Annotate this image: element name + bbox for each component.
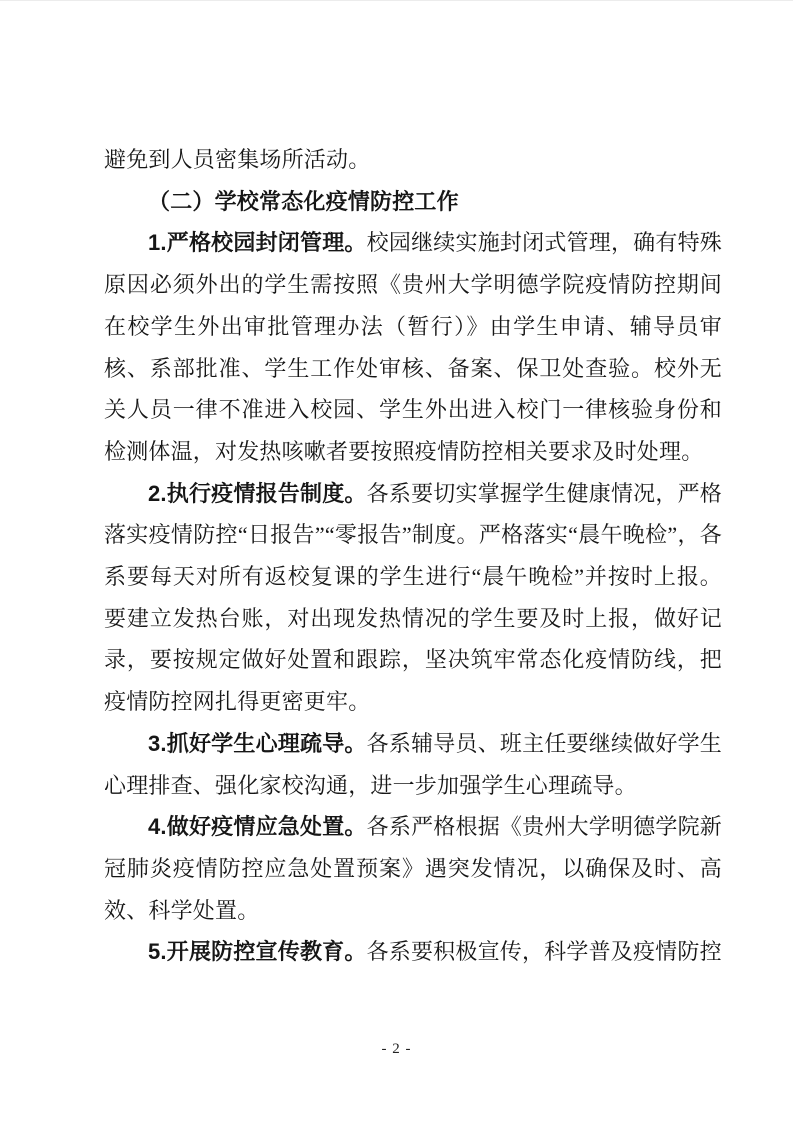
paragraph-lead: 2.执行疫情报告制度。 [148,480,367,506]
paragraph-body: 各系辅导员、班主任要继续做好学生心理排查、强化家校沟通，进一步加强学生心理疏导。 [104,730,722,798]
paragraph-body: 各系要积极宣传，科学普及疫情防控 [366,939,722,965]
paragraph-body: 校园继续实施封闭式管理，确有特殊原因必须外出的学生需按照《贵州大学明德学院疫情防控期间在校学生外出审批管理办法（暂行）》由学生申请、辅导员审核、系部批准、学生工作处审核、备案、保卫处查验。校外无关人员一律不准进入校园、学生外出进入校门一律核验身份和检测体温，对发热咳嗽者要按照疫情防控相关要求及时处理。 [104,230,722,464]
paragraph-lead: 5.开展防控宣传教育。 [148,939,367,965]
paragraph-body: 各系严格根据《贵州大学明德学院新冠肺炎疫情防控应急处置预案》遇突发情况，以确保及时、高效、科学处置。 [104,814,722,923]
paragraph [104,806,722,931]
page-content [104,139,722,973]
paragraph-body: 各系要切实掌握学生健康情况，严格落实疫情防控“日报告”“零报告”制度。严格落实“晨午晚检”，各系要每天对所有返校复课的学生进行“晨午晚检”并按时上报。要建立发热台账，对出现发热情况的学生要及时上报，做好记录，要按规定做好处置和跟踪，坚决筑牢常态化疫情防线，把疫情防控网扎得更密更牢。 [104,480,722,715]
continuation-paragraph: 避免到人员密集场所活动。 [104,147,371,172]
section-heading: （二）学校常态化疫情防控工作 [148,188,459,214]
paragraph-lead: 3.抓好学生心理疏导。 [148,730,367,756]
page-number: - 2 - [381,1041,412,1057]
paragraph [104,222,722,472]
paragraph-lead: 1.严格校园封闭管理。 [148,230,367,256]
paragraph [104,473,722,723]
paragraph [104,931,722,973]
paragraph [104,723,722,806]
paragraph-lead: 4.做好疫情应急处置。 [148,814,367,840]
